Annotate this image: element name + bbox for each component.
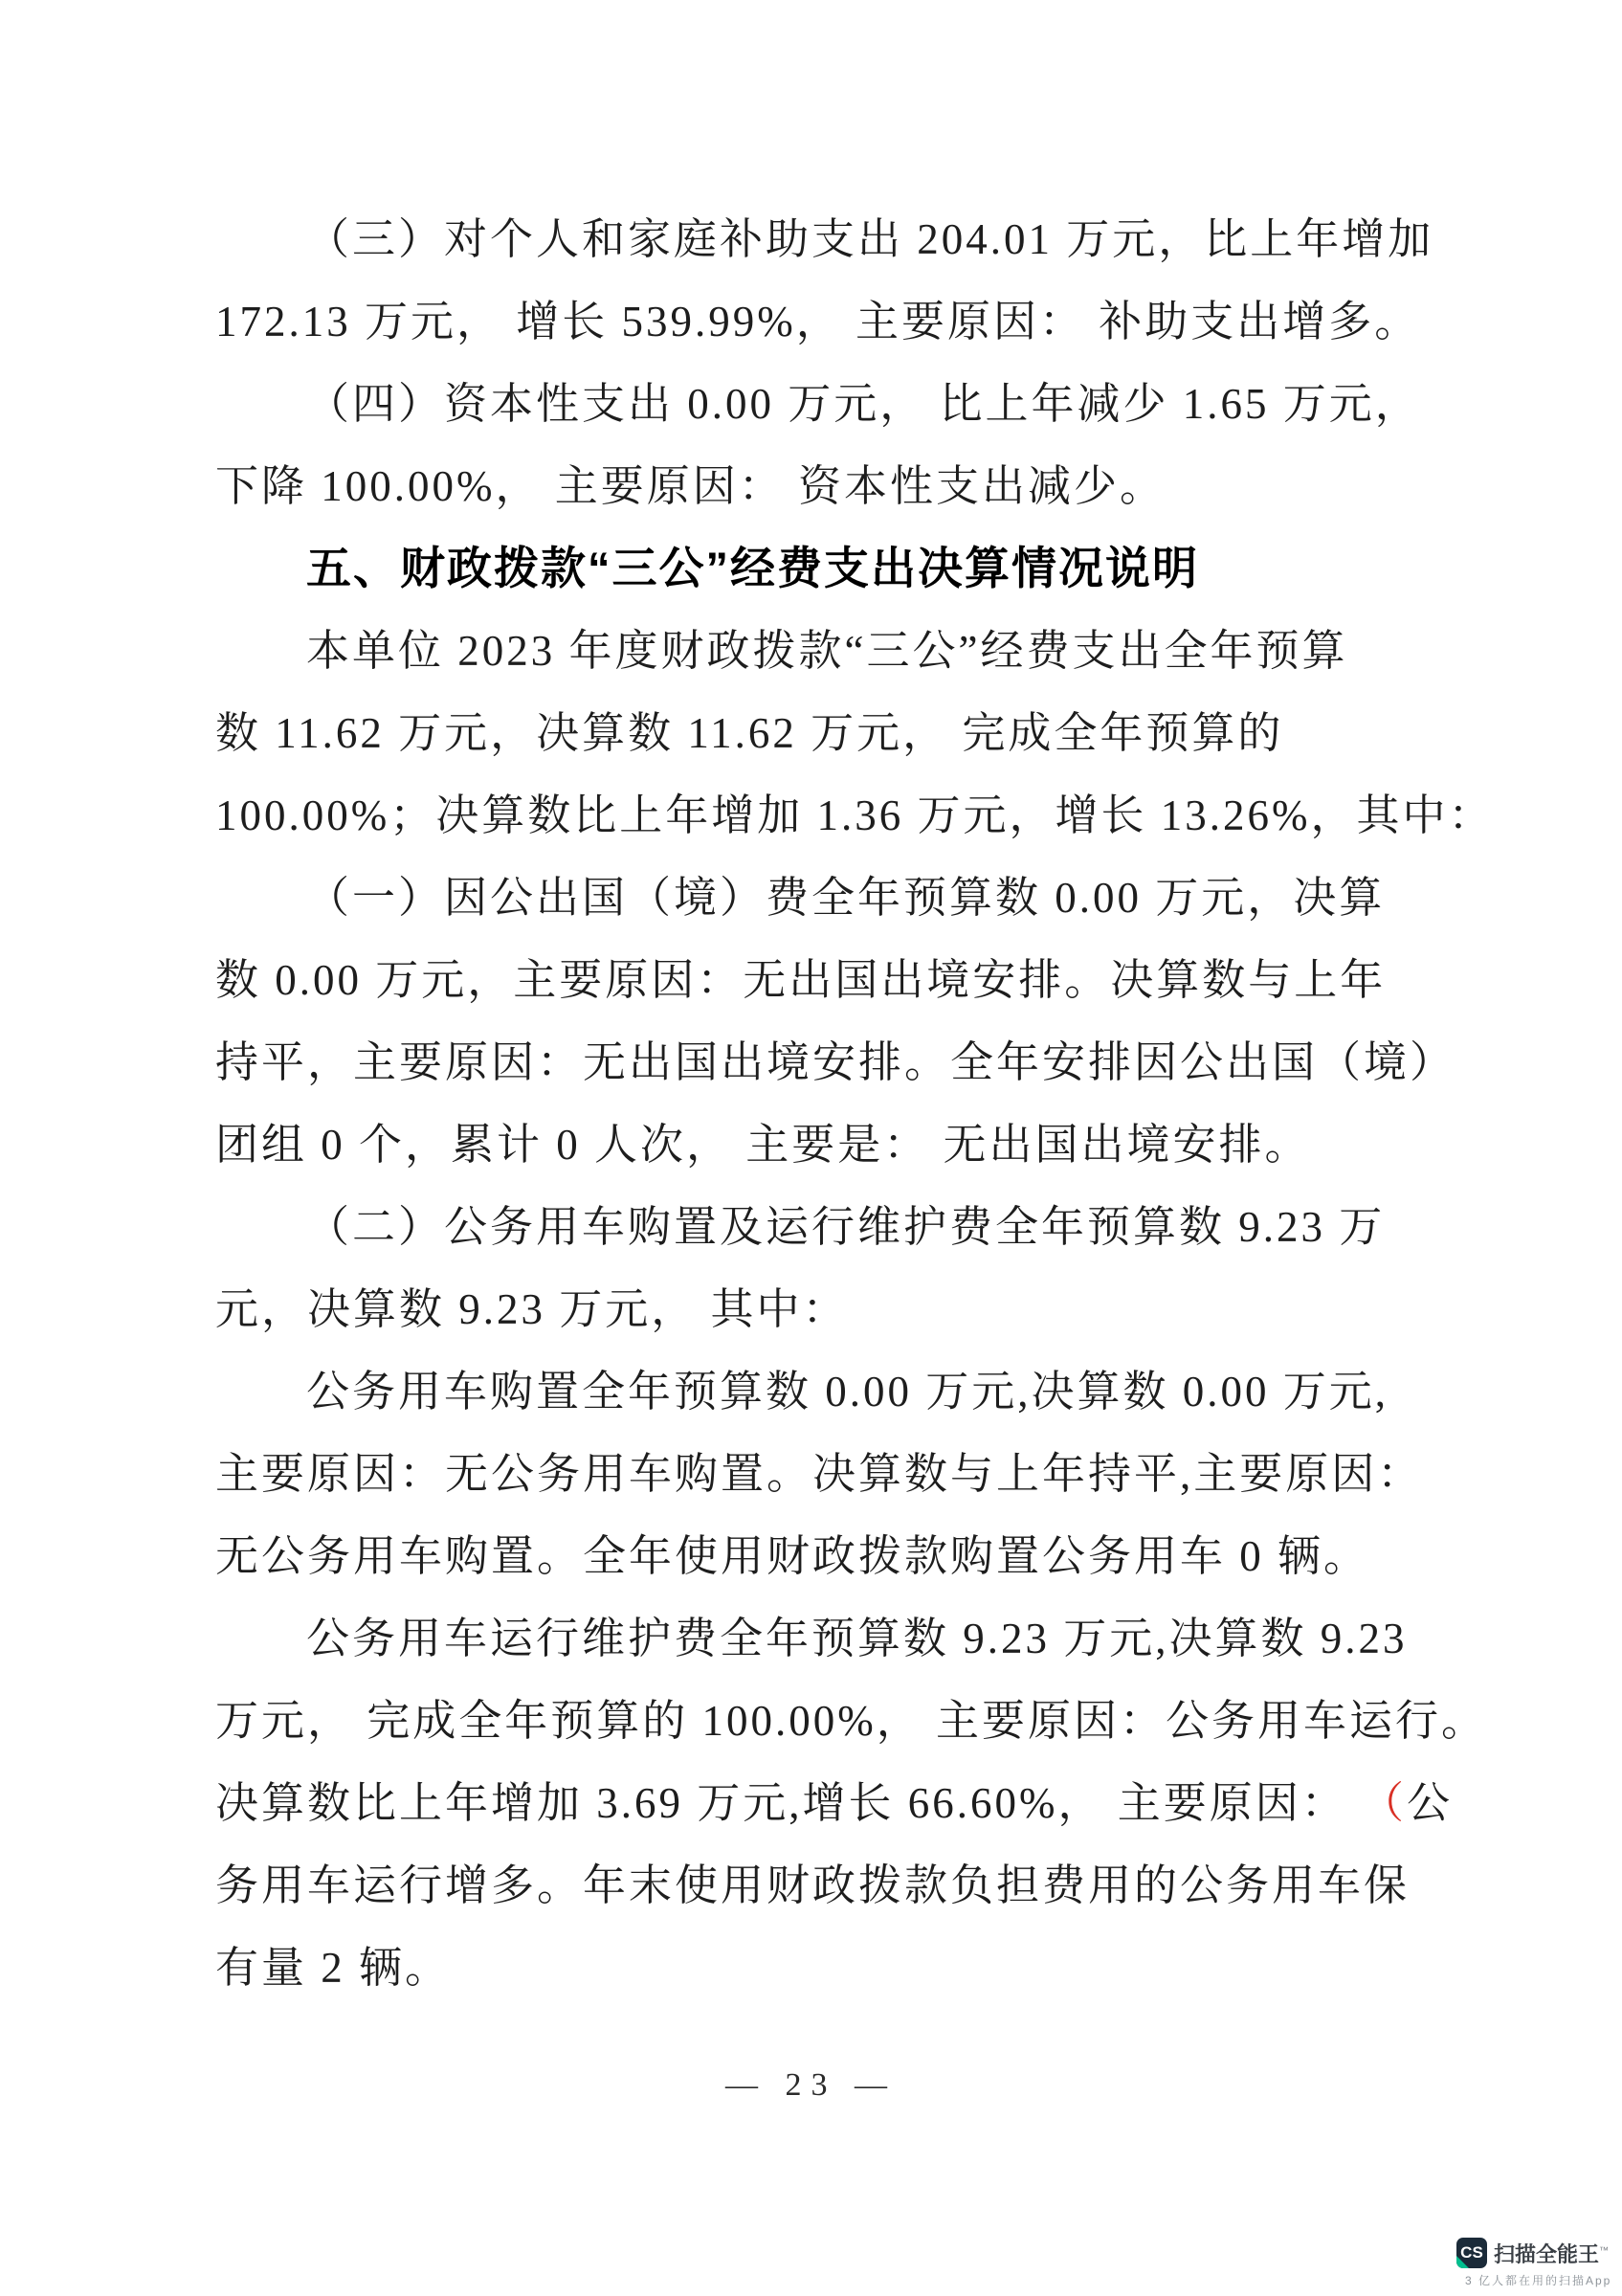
text-segment: （一）因公出国（境）费全年预算数 0.00 万元，决算 — [306, 874, 1386, 922]
text-line — [215, 1597, 1423, 1680]
text-line — [215, 1844, 1423, 1927]
text-segment: 有量 2 辆。 — [215, 1944, 452, 1992]
text-line — [215, 692, 1423, 774]
text-segment: 务用车运行增多。年末使用财政拨款负担费用的公务用车保 — [215, 1861, 1411, 1909]
text-segment: 100.00%；决算数比上年增加 1.36 万元，增长 13.26%，其中： — [215, 791, 1495, 839]
logo-cs-label: CS — [1460, 2243, 1483, 2262]
text-segment: 主要原因：无公务用车购置。决算数与上年持平,主要原因： — [215, 1450, 1424, 1498]
text-line — [215, 1927, 1423, 2009]
text-segment: 本单位 2023 年度财政拨款“三公”经费支出全年预算 — [306, 627, 1348, 675]
text-segment: 万元， 完成全年预算的 100.00%， 主要原因：公务用车运行。 — [215, 1697, 1487, 1745]
text-line — [215, 857, 1423, 939]
text-segment: 持平，主要原因：无出国出境安排。全年安排因公出国（境） — [215, 1038, 1456, 1086]
text-line — [215, 198, 1434, 280]
red-paren-annotation: （ — [1361, 1779, 1408, 1827]
text-segment: 五、财政拨款“三公”经费支出决算情况说明 — [306, 543, 1199, 593]
camscanner-watermark — [1460, 2238, 1612, 2288]
text-segment: （三）对个人和家庭补助支出 204.01 万元，比上年增加 — [306, 215, 1434, 263]
watermark-app-name — [1494, 2239, 1609, 2268]
text-line — [215, 939, 1423, 1021]
text-segment: 公 — [1407, 1779, 1454, 1827]
text-segment: 公务用车运行维护费全年预算数 9.23 万元,决算数 9.23 — [306, 1615, 1408, 1662]
trademark-mark: ™ — [1599, 2245, 1609, 2257]
watermark-row — [1460, 2238, 1609, 2268]
text-line — [215, 1515, 1423, 1597]
text-line — [215, 280, 1423, 363]
page-number: — 23 — — [725, 2067, 897, 2103]
text-segment: （二）公务用车购置及运行维护费全年预算数 9.23 万 — [306, 1203, 1386, 1251]
text-line — [215, 363, 1423, 445]
text-block — [215, 198, 1495, 2009]
text-line — [215, 1186, 1423, 1268]
section-heading — [215, 527, 1423, 610]
text-segment: 决算数比上年增加 3.69 万元,增长 66.60%， 主要原因： — [215, 1779, 1361, 1827]
text-segment: 团组 0 个，累计 0 人次， 主要是： 无出国出境安排。 — [215, 1121, 1311, 1169]
text-segment: 下降 100.00%， 主要原因： 资本性支出减少。 — [215, 462, 1166, 510]
text-segment: 无公务用车购置。全年使用财政拨款购置公务用车 0 辆。 — [215, 1532, 1370, 1580]
text-line — [215, 774, 1495, 857]
text-line — [215, 610, 1423, 692]
text-segment: 数 0.00 万元，主要原因：无出国出境安排。决算数与上年 — [215, 956, 1387, 1004]
app-name-text: 扫描全能王 — [1493, 2241, 1599, 2266]
text-line — [215, 1350, 1423, 1433]
text-line — [215, 1433, 1423, 1515]
watermark-tagline: 3 亿人都在用的扫描App — [1465, 2274, 1612, 2287]
text-line — [215, 1021, 1456, 1103]
text-segment: （四）资本性支出 0.00 万元， 比上年减少 1.65 万元， — [306, 380, 1421, 428]
text-line — [215, 445, 1423, 527]
camscanner-logo-icon — [1456, 2238, 1487, 2268]
text-line — [215, 1762, 1454, 1844]
text-line — [215, 1680, 1487, 1762]
text-line — [215, 1103, 1423, 1186]
text-segment: 172.13 万元， 增长 539.99%， 主要原因： 补助支出增多。 — [215, 298, 1421, 346]
text-segment: 数 11.62 万元，决算数 11.62 万元， 完成全年预算的 — [215, 709, 1284, 757]
text-segment: 公务用车购置全年预算数 0.00 万元,决算数 0.00 万元, — [306, 1368, 1389, 1415]
text-line — [215, 1268, 1423, 1350]
text-segment: 元，决算数 9.23 万元， 其中： — [215, 1285, 849, 1333]
